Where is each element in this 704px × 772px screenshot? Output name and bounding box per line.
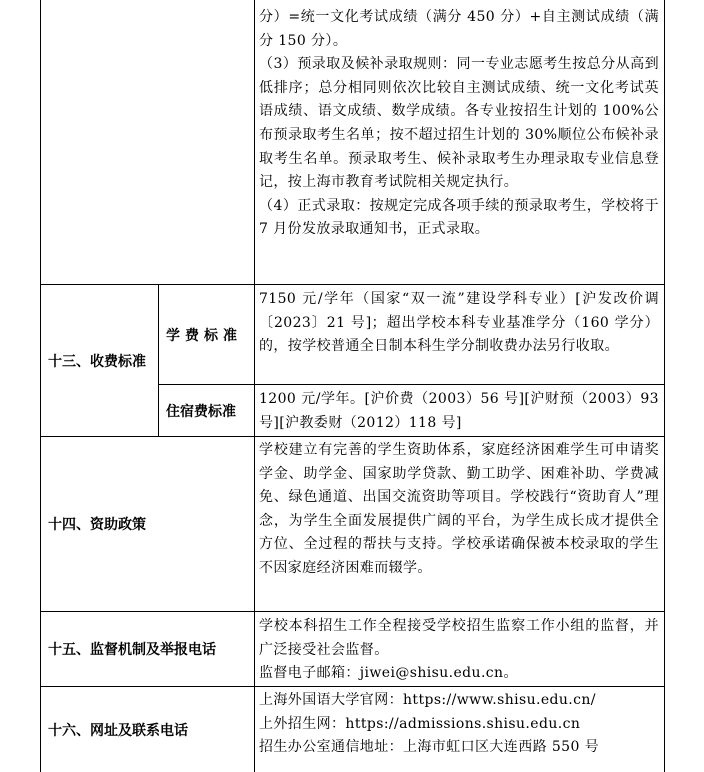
supervision-email: 监督电子邮箱：jiwei@shisu.edu.cn。 bbox=[259, 665, 518, 682]
supervision-text bbox=[259, 615, 659, 686]
website-link[interactable]: 上海外国语大学官网：https://www.shisu.edu.cn/ bbox=[259, 692, 596, 708]
contact-text bbox=[259, 689, 659, 760]
tuition-label: 学费标准 bbox=[166, 327, 242, 344]
contact-label: 十六、网址及联系电话 bbox=[48, 722, 188, 739]
table-border-right bbox=[664, 0, 665, 772]
tuition-text: 7150 元/学年（国家“双一流”建设学科专业）[沪发改价调〔2023〕21 号]；超出学校本科专业基准学分（160 学分）的，按学校普通全日制本科生学分制收费办法另行收取。 bbox=[259, 291, 659, 355]
admissions-link[interactable]: 上外招生网：https://admissions.shisu.edu.cn bbox=[259, 715, 581, 732]
mailing-address: 招生办公室通信地址：上海市虹口区大连西路 550 号 bbox=[259, 739, 600, 756]
column-divider bbox=[254, 0, 255, 772]
dorm-text: 1200 元/学年。[沪价费（2003）56 号][沪财预（2003）93 号][沪教委财（2012）118 号] bbox=[259, 391, 659, 431]
aid-text: 学校建立有完善的学生资助体系，家庭经济困难学生可申请奖学金、助学金、国家助学贷款、勤工助学、困难补助、学费减免、绿色通道、出国交流资助等项目。学校践行“资助育人”理念，为学生全面发展提供广阔的平台，为学生成长成才提供全方位、全过程的帮扶与支持。学校承诺确保被本校录取的学生不因家庭经济困难而辍学。 bbox=[259, 442, 659, 576]
aid-label: 十四、资助政策 bbox=[48, 517, 146, 533]
table-border-left bbox=[40, 0, 41, 772]
fees-label: 十三、收费标准 bbox=[48, 353, 146, 370]
supervision-label: 十五、监督机制及举报电话 bbox=[48, 642, 216, 658]
fees-subdivider bbox=[158, 284, 159, 436]
admission-table bbox=[40, 0, 665, 772]
dorm-label: 住宿费标准 bbox=[166, 403, 236, 420]
supervision-description: 学校本科招生工作全程接受学校招生监察工作小组的监督，并广泛接受社会监督。 bbox=[259, 618, 659, 658]
admission-rules-continued: 分）=统一文化考试成绩（满分 450 分）+自主测试成绩（满分 150 分）。 （3）预录取及候补录取规则：同一专业志愿考生按总分从高到低排序；总分相同则依次比较自主测试成绩、统一文化考试英语成绩、语文成绩、数学成绩。各专业按招生计划的 100%公布预录取考生名单；按不超过招生计划的 30%顺位公布候补录取考生名单。预录取考生、候补录取考生办理录取专业信息登记，按上海市教育考试院相关规定执行。 （4）正式录取：按规定完成各项手续的预录取考生，学校将于 7 月份发放录取通知书，正式录取。 bbox=[259, 9, 659, 238]
